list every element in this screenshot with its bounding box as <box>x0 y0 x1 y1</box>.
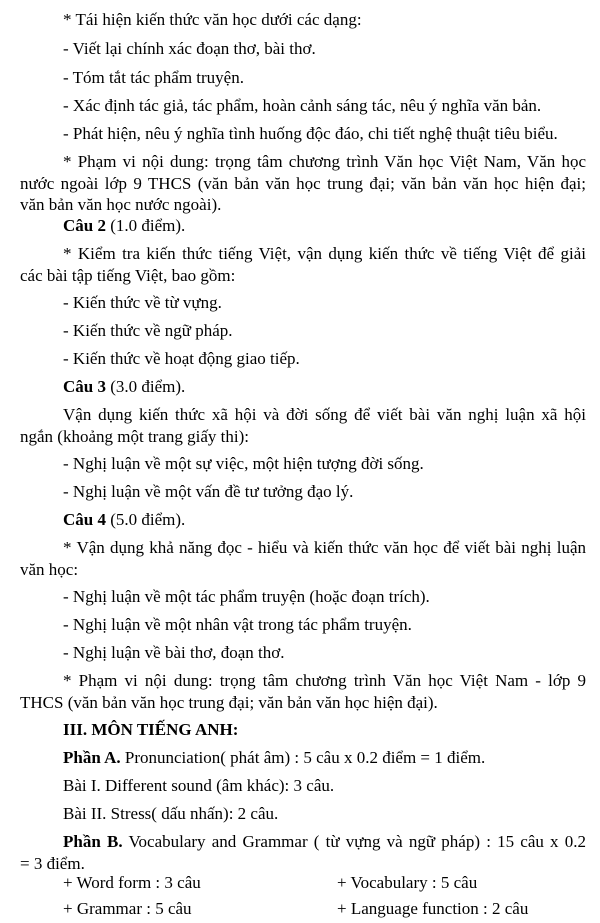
part-b-line <box>63 830 586 854</box>
question-2-heading <box>63 214 586 238</box>
question-label: Câu 2 <box>63 216 106 235</box>
paragraph-line: văn học: <box>20 560 79 579</box>
paragraph-line: ngắn (khoảng một trang giấy thi): <box>20 427 249 446</box>
part-text: Vocabulary and Grammar ( từ vựng và ngữ pháp) : 15 câu x 0.2 <box>122 832 586 851</box>
list-item-vocabulary: + Vocabulary : 5 câu <box>337 873 478 892</box>
list-item: Bài I. Different sound (âm khác): 3 câu. <box>63 776 335 795</box>
list-item: - Tóm tắt tác phẩm truyện. <box>63 68 244 87</box>
list-item: - Nghị luận về bài thơ, đoạn thơ. <box>63 643 285 662</box>
part-label: Phần A. <box>63 748 121 767</box>
list-item: - Kiến thức về ngữ pháp. <box>63 321 233 340</box>
question-label: Câu 4 <box>63 510 106 529</box>
list-item: - Nghị luận về một tác phẩm truyện (hoặc đoạn trích). <box>63 587 430 606</box>
paragraph-line: * Vận dụng khả năng đọc - hiểu và kiến thức văn học để viết bài nghị luận <box>63 538 586 557</box>
paragraph-line: các bài tập tiếng Việt, bao gồm: <box>20 266 236 285</box>
paragraph-line: văn bản văn học nước ngoài). <box>20 195 222 214</box>
list-item: - Viết lại chính xác đoạn thơ, bài thơ. <box>63 39 316 58</box>
list-item: - Nghị luận về một nhân vật trong tác phẩm truyện. <box>63 615 412 634</box>
list-item-word-form: + Word form : 3 câu <box>63 873 201 892</box>
paragraph-line: = 3 điểm. <box>20 854 85 873</box>
question-3-heading <box>63 375 586 399</box>
list-item: - Xác định tác giả, tác phẩm, hoàn cảnh sáng tác, nêu ý nghĩa văn bản. <box>63 96 542 115</box>
question-4-heading <box>63 508 586 532</box>
question-points: (1.0 điểm). <box>105 216 186 235</box>
part-text: Pronunciation( phát âm) : 5 câu x 0.2 điểm = 1 điểm. <box>120 748 486 767</box>
paragraph-line: * Phạm vi nội dung: trọng tâm chương trình Văn học Việt Nam, Văn học <box>63 152 586 171</box>
list-item-language-function: + Language function : 2 câu <box>337 899 529 918</box>
part-label: Phần B. <box>63 832 123 851</box>
list-item: - Nghị luận về một sự việc, một hiện tượng đời sống. <box>63 454 424 473</box>
list-item-grammar: + Grammar : 5 câu <box>63 899 192 918</box>
paragraph-line: * Phạm vi nội dung: trọng tâm chương trình Văn học Việt Nam - lớp 9 <box>63 671 586 690</box>
part-a-line <box>63 746 586 770</box>
list-item: - Kiến thức về hoạt động giao tiếp. <box>63 349 300 368</box>
paragraph: * Tái hiện kiến thức văn học dưới các dạng: <box>63 10 362 29</box>
section-heading: III. MÔN TIẾNG ANH: <box>63 720 239 739</box>
question-points: (5.0 điểm). <box>105 510 186 529</box>
paragraph-line: nước ngoài lớp 9 THCS (văn bản văn học trung đại; văn bản văn học hiện đại; <box>20 174 586 193</box>
list-item: - Nghị luận về một vấn đề tư tưởng đạo lý. <box>63 482 354 501</box>
question-points: (3.0 điểm). <box>105 377 186 396</box>
list-item: - Kiến thức về từ vựng. <box>63 293 222 312</box>
list-item: Bài II. Stress( dấu nhấn): 2 câu. <box>63 804 279 823</box>
question-label: Câu 3 <box>63 377 106 396</box>
list-row <box>63 871 586 895</box>
paragraph-line: Vận dụng kiến thức xã hội và đời sống để viết bài văn nghị luận xã hội <box>63 405 586 424</box>
paragraph-line: THCS (văn bản văn học trung đại; văn bản văn học hiện đại). <box>20 693 438 712</box>
list-item: - Phát hiện, nêu ý nghĩa tình huống độc đáo, chi tiết nghệ thuật tiêu biểu. <box>63 124 558 143</box>
paragraph-line: * Kiểm tra kiến thức tiếng Việt, vận dụng kiến thức về tiếng Việt để giải <box>63 244 586 263</box>
